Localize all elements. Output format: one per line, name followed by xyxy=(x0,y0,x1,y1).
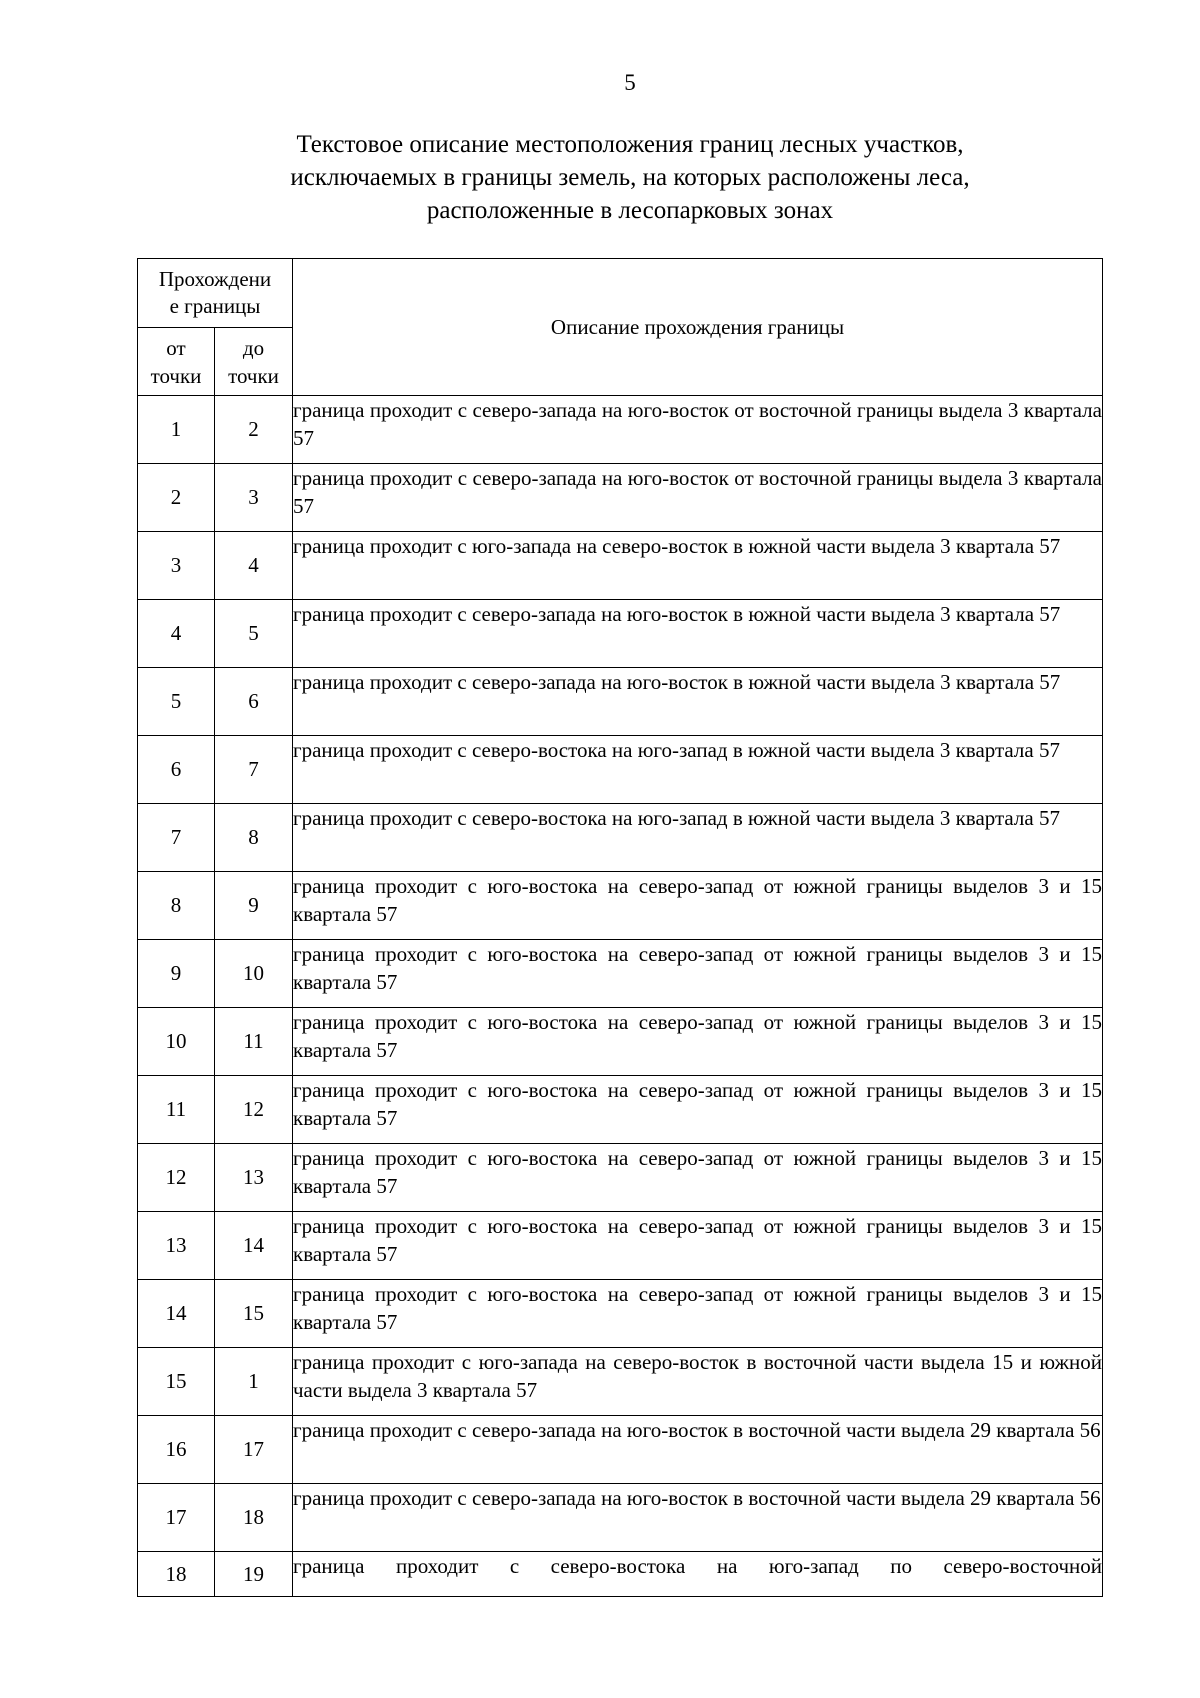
from-point-cell: 14 xyxy=(138,1280,215,1348)
to-point-cell: 2 xyxy=(215,396,293,464)
to-point-cell: 13 xyxy=(215,1144,293,1212)
description-cell: граница проходит с северо-запада на юго-восток от восточной границы выдела 3 квартала 57 xyxy=(293,396,1103,464)
to-point-cell: 12 xyxy=(215,1076,293,1144)
from-point-cell: 12 xyxy=(138,1144,215,1212)
table-row xyxy=(138,872,1103,940)
from-point-cell: 15 xyxy=(138,1348,215,1416)
table-row xyxy=(138,940,1103,1008)
table-row xyxy=(138,804,1103,872)
to-point-cell: 5 xyxy=(215,600,293,668)
description-cell: граница проходит с северо-запада на юго-восток в восточной части выдела 29 квартала 56 xyxy=(293,1416,1103,1484)
from-point-cell: 7 xyxy=(138,804,215,872)
to-point-cell: 19 xyxy=(215,1552,293,1597)
from-point-cell: 13 xyxy=(138,1212,215,1280)
description-cell: граница проходит с юго-востока на северо-запад от южной границы выделов 3 и 15 квартала 57 xyxy=(293,1144,1103,1212)
from-point-cell: 17 xyxy=(138,1484,215,1552)
header-from-point xyxy=(138,328,215,396)
to-point-cell: 18 xyxy=(215,1484,293,1552)
to-point-cell: 17 xyxy=(215,1416,293,1484)
table-row xyxy=(138,1484,1103,1552)
to-point-cell: 11 xyxy=(215,1008,293,1076)
to-point-cell: 4 xyxy=(215,532,293,600)
to-point-cell: 8 xyxy=(215,804,293,872)
table-row xyxy=(138,736,1103,804)
from-point-cell: 2 xyxy=(138,464,215,532)
to-point-cell: 15 xyxy=(215,1280,293,1348)
table-row xyxy=(138,1416,1103,1484)
description-cell: граница проходит с северо-запада на юго-восток от восточной границы выдела 3 квартала 57 xyxy=(293,464,1103,532)
table-row xyxy=(138,1008,1103,1076)
description-cell: граница проходит с юго-востока на северо-запад от южной границы выделов 3 и 15 квартала 57 xyxy=(293,872,1103,940)
header-boundary-passage xyxy=(138,259,293,328)
description-cell: граница проходит с северо-востока на юго-запад в южной части выдела 3 квартала 57 xyxy=(293,804,1103,872)
to-point-cell: 3 xyxy=(215,464,293,532)
from-point-cell: 1 xyxy=(138,396,215,464)
to-point-cell: 10 xyxy=(215,940,293,1008)
table-row xyxy=(138,1144,1103,1212)
from-point-cell: 18 xyxy=(138,1552,215,1597)
from-point-cell: 9 xyxy=(138,940,215,1008)
header-description: Описание прохождения границы xyxy=(293,259,1103,396)
to-point-cell: 6 xyxy=(215,668,293,736)
description-cell: граница проходит с северо-запада на юго-восток в восточной части выдела 29 квартала 56 xyxy=(293,1484,1103,1552)
from-point-cell: 10 xyxy=(138,1008,215,1076)
table-row xyxy=(138,668,1103,736)
description-cell: граница проходит с юго-востока на северо-запад от южной границы выделов 3 и 15 квартала 57 xyxy=(293,1008,1103,1076)
header-from-line-2: точки xyxy=(150,363,202,388)
description-cell: граница проходит с северо-запада на юго-восток в южной части выдела 3 квартала 57 xyxy=(293,600,1103,668)
description-cell: граница проходит с юго-запада на северо-восток в южной части выдела 3 квартала 57 xyxy=(293,532,1103,600)
header-boundary-passage-line-1: Прохождени xyxy=(158,267,272,291)
description-cell: граница проходит с юго-запада на северо-восток в восточной части выдела 15 и южной части выдела 3 квартала 57 xyxy=(293,1348,1103,1416)
table-row xyxy=(138,1348,1103,1416)
table-row xyxy=(138,532,1103,600)
table-body xyxy=(138,396,1103,1597)
header-to-line-1: до xyxy=(242,335,265,360)
table-row xyxy=(138,1212,1103,1280)
table-row xyxy=(138,1076,1103,1144)
table-header xyxy=(138,259,1103,396)
from-point-cell: 11 xyxy=(138,1076,215,1144)
description-cell: граница проходит с северо-востока на юго-запад по северо-восточной xyxy=(293,1552,1103,1597)
table-row xyxy=(138,1280,1103,1348)
header-from-line-1: от xyxy=(166,335,186,360)
description-cell: граница проходит с северо-востока на юго-запад в южной части выдела 3 квартала 57 xyxy=(293,736,1103,804)
header-to-line-2: точки xyxy=(228,363,279,388)
page-number: 5 xyxy=(624,70,636,95)
header-boundary-passage-line-2: е границы xyxy=(169,294,261,318)
to-point-cell: 1 xyxy=(215,1348,293,1416)
from-point-cell: 6 xyxy=(138,736,215,804)
description-cell: граница проходит с юго-востока на северо-запад от южной границы выделов 3 и 15 квартала 57 xyxy=(293,1212,1103,1280)
table-row xyxy=(138,1552,1103,1597)
from-point-cell: 8 xyxy=(138,872,215,940)
from-point-cell: 4 xyxy=(138,600,215,668)
description-cell: граница проходит с юго-востока на северо-запад от южной границы выделов 3 и 15 квартала 57 xyxy=(293,1280,1103,1348)
table-row xyxy=(138,396,1103,464)
description-cell: граница проходит с северо-запада на юго-восток в южной части выдела 3 квартала 57 xyxy=(293,668,1103,736)
from-point-cell: 16 xyxy=(138,1416,215,1484)
to-point-cell: 14 xyxy=(215,1212,293,1280)
to-point-cell: 7 xyxy=(215,736,293,804)
from-point-cell: 5 xyxy=(138,668,215,736)
description-cell: граница проходит с юго-востока на северо-запад от южной границы выделов 3 и 15 квартала 57 xyxy=(293,940,1103,1008)
table-row xyxy=(138,600,1103,668)
description-cell: граница проходит с юго-востока на северо-запад от южной границы выделов 3 и 15 квартала 57 xyxy=(293,1076,1103,1144)
title-line-3: расположенные в лесопарковых зонах xyxy=(426,197,834,224)
title-line-2: исключаемых в границы земель, на которых расположены леса, xyxy=(290,164,970,191)
table-row xyxy=(138,464,1103,532)
from-point-cell: 3 xyxy=(138,532,215,600)
boundary-table xyxy=(137,258,1103,1597)
to-point-cell: 9 xyxy=(215,872,293,940)
title-line-1: Текстовое описание местоположения границ лесных участков, xyxy=(296,131,964,158)
header-to-point xyxy=(215,328,293,396)
document-title xyxy=(190,128,1070,227)
